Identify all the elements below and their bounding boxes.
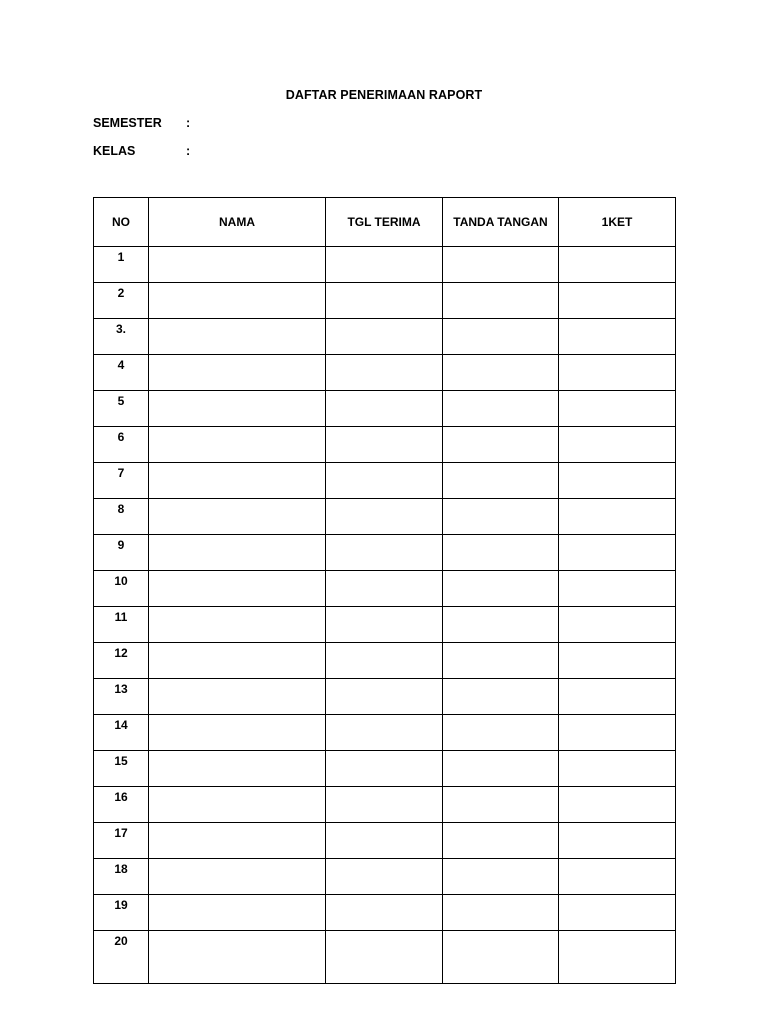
tgl-terima-cell — [326, 499, 443, 535]
ket-cell — [559, 247, 676, 283]
table-row — [94, 679, 676, 715]
nama-cell — [149, 679, 326, 715]
row-number-cell: 15 — [94, 751, 149, 787]
tgl-terima-cell — [326, 319, 443, 355]
row-number-cell: 16 — [94, 787, 149, 823]
tanda-tangan-cell — [443, 283, 559, 319]
table-row — [94, 319, 676, 355]
header-ket: 1KET — [559, 198, 676, 247]
ket-cell — [559, 859, 676, 895]
tgl-terima-cell — [326, 463, 443, 499]
ket-cell — [559, 355, 676, 391]
kelas-field — [93, 144, 190, 158]
table-row — [94, 931, 676, 984]
tanda-tangan-cell — [443, 355, 559, 391]
kelas-label: KELAS — [93, 144, 136, 158]
tanda-tangan-cell — [443, 247, 559, 283]
table-row — [94, 247, 676, 283]
ket-cell — [559, 571, 676, 607]
row-number-cell: 5 — [94, 391, 149, 427]
ket-cell — [559, 283, 676, 319]
row-number-cell: 20 — [94, 931, 149, 984]
ket-cell — [559, 679, 676, 715]
ket-cell — [559, 391, 676, 427]
row-number-cell: 11 — [94, 607, 149, 643]
header-nama: NAMA — [149, 198, 326, 247]
row-number-cell: 10 — [94, 571, 149, 607]
tanda-tangan-cell — [443, 751, 559, 787]
row-number-cell: 1 — [94, 247, 149, 283]
tanda-tangan-cell — [443, 859, 559, 895]
tanda-tangan-cell — [443, 679, 559, 715]
tanda-tangan-cell — [443, 535, 559, 571]
tanda-tangan-cell — [443, 931, 559, 984]
tgl-terima-cell — [326, 427, 443, 463]
row-number-cell: 19 — [94, 895, 149, 931]
row-number-cell: 2 — [94, 283, 149, 319]
table-row — [94, 751, 676, 787]
table-row — [94, 715, 676, 751]
row-number-cell: 12 — [94, 643, 149, 679]
tgl-terima-cell — [326, 751, 443, 787]
ket-cell — [559, 427, 676, 463]
ket-cell — [559, 463, 676, 499]
table-header-row — [94, 198, 676, 247]
ket-cell — [559, 643, 676, 679]
tanda-tangan-cell — [443, 499, 559, 535]
row-number-cell: 6 — [94, 427, 149, 463]
table-row — [94, 535, 676, 571]
ket-cell — [559, 895, 676, 931]
nama-cell — [149, 571, 326, 607]
ket-cell — [559, 751, 676, 787]
semester-label: SEMESTER — [93, 116, 162, 130]
nama-cell — [149, 823, 326, 859]
receipt-table — [93, 197, 676, 984]
tgl-terima-cell — [326, 283, 443, 319]
table-row — [94, 427, 676, 463]
tgl-terima-cell — [326, 715, 443, 751]
nama-cell — [149, 283, 326, 319]
tanda-tangan-cell — [443, 715, 559, 751]
ket-cell — [559, 535, 676, 571]
nama-cell — [149, 391, 326, 427]
table-row — [94, 859, 676, 895]
table-row — [94, 607, 676, 643]
row-number-cell: 4 — [94, 355, 149, 391]
page-title: DAFTAR PENERIMAAN RAPORT — [285, 88, 483, 102]
tanda-tangan-cell — [443, 643, 559, 679]
nama-cell — [149, 463, 326, 499]
table-body — [94, 247, 676, 984]
header-tanda-tangan: TANDA TANGAN — [443, 198, 559, 247]
nama-cell — [149, 499, 326, 535]
nama-cell — [149, 427, 326, 463]
nama-cell — [149, 787, 326, 823]
table-row — [94, 283, 676, 319]
nama-cell — [149, 355, 326, 391]
nama-cell — [149, 319, 326, 355]
table-row — [94, 355, 676, 391]
table-row — [94, 391, 676, 427]
table-row — [94, 895, 676, 931]
table-row — [94, 499, 676, 535]
nama-cell — [149, 751, 326, 787]
tanda-tangan-cell — [443, 391, 559, 427]
row-number-cell: 14 — [94, 715, 149, 751]
table-row — [94, 571, 676, 607]
tanda-tangan-cell — [443, 319, 559, 355]
tgl-terima-cell — [326, 247, 443, 283]
ket-cell — [559, 715, 676, 751]
nama-cell — [149, 247, 326, 283]
tgl-terima-cell — [326, 931, 443, 984]
ket-cell — [559, 823, 676, 859]
tanda-tangan-cell — [443, 895, 559, 931]
row-number-cell: 17 — [94, 823, 149, 859]
semester-separator: : — [186, 116, 191, 130]
nama-cell — [149, 895, 326, 931]
tanda-tangan-cell — [443, 823, 559, 859]
row-number-cell: 18 — [94, 859, 149, 895]
row-number-cell: 9 — [94, 535, 149, 571]
table-row — [94, 823, 676, 859]
tgl-terima-cell — [326, 571, 443, 607]
tanda-tangan-cell — [443, 787, 559, 823]
tanda-tangan-cell — [443, 463, 559, 499]
row-number-cell: 8 — [94, 499, 149, 535]
row-number-cell: 13 — [94, 679, 149, 715]
table-row — [94, 463, 676, 499]
tgl-terima-cell — [326, 823, 443, 859]
ket-cell — [559, 319, 676, 355]
header-no: NO — [94, 198, 149, 247]
nama-cell — [149, 715, 326, 751]
nama-cell — [149, 643, 326, 679]
nama-cell — [149, 607, 326, 643]
ket-cell — [559, 607, 676, 643]
ket-cell — [559, 931, 676, 984]
ket-cell — [559, 499, 676, 535]
tgl-terima-cell — [326, 607, 443, 643]
tgl-terima-cell — [326, 535, 443, 571]
tgl-terima-cell — [326, 859, 443, 895]
header-tgl-terima: TGL TERIMA — [326, 198, 443, 247]
row-number-cell: 3. — [94, 319, 149, 355]
nama-cell — [149, 535, 326, 571]
ket-cell — [559, 787, 676, 823]
tgl-terima-cell — [326, 391, 443, 427]
tgl-terima-cell — [326, 643, 443, 679]
semester-field — [93, 116, 190, 130]
table-row — [94, 787, 676, 823]
tanda-tangan-cell — [443, 427, 559, 463]
kelas-separator: : — [186, 144, 191, 158]
tgl-terima-cell — [326, 895, 443, 931]
nama-cell — [149, 931, 326, 984]
table-row — [94, 643, 676, 679]
tanda-tangan-cell — [443, 571, 559, 607]
nama-cell — [149, 859, 326, 895]
tgl-terima-cell — [326, 355, 443, 391]
tgl-terima-cell — [326, 787, 443, 823]
tgl-terima-cell — [326, 679, 443, 715]
tanda-tangan-cell — [443, 607, 559, 643]
row-number-cell: 7 — [94, 463, 149, 499]
